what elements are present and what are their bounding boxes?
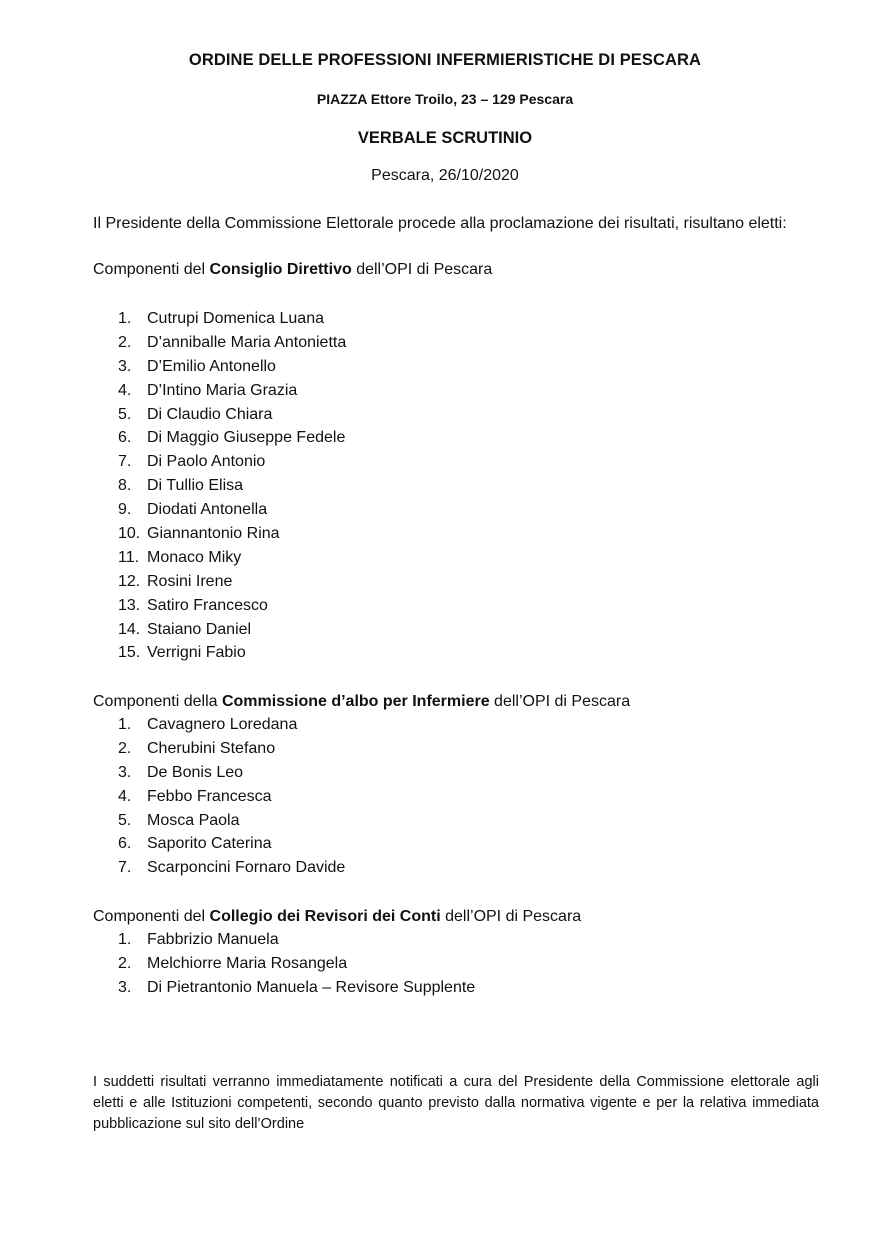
item-number: 15.: [118, 644, 141, 662]
item-number: 13.: [118, 596, 141, 614]
revisori-heading-bold: Collegio dei Revisori dei Conti: [209, 908, 441, 925]
member-name: Febbo Francesca: [147, 787, 272, 805]
member-name: Verrigni Fabio: [147, 644, 246, 662]
organization-address: PIAZZA Ettore Troilo, 23 – 129 Pescara: [316, 91, 574, 107]
item-number: 1.: [118, 716, 132, 733]
list-item: [118, 426, 346, 450]
item-number: 14.: [118, 620, 141, 638]
item-number: 2.: [118, 333, 132, 351]
member-name: Staiano Daniel: [147, 620, 252, 638]
list-item: [118, 594, 346, 618]
item-number: 8.: [118, 477, 132, 495]
item-number: 2.: [118, 739, 132, 757]
albo-heading-prefix: Componenti della: [93, 693, 222, 710]
item-number: 6.: [118, 835, 132, 853]
consiglio-heading-bold: Consiglio Direttivo: [209, 261, 352, 278]
list-item: [118, 832, 345, 856]
list-item: [118, 450, 346, 474]
member-name: Rosini Irene: [147, 572, 233, 590]
list-item: [118, 474, 346, 498]
item-number: 2.: [118, 955, 132, 972]
member-name: Monaco Miky: [147, 548, 242, 566]
revisori-heading-suffix: dell’OPI di Pescara: [440, 908, 582, 925]
list-item: [118, 928, 475, 952]
consiglio-heading-prefix: Componenti del: [93, 261, 210, 278]
item-number: 4.: [118, 787, 132, 805]
list-item: [118, 331, 346, 355]
list-item: [118, 713, 345, 737]
list-item: [118, 785, 345, 809]
member-name: Scarponcini Fornaro Davide: [147, 859, 346, 877]
item-number: 7.: [118, 859, 132, 877]
albo-heading: [93, 690, 833, 713]
list-item: [118, 952, 475, 976]
item-number: 6.: [118, 429, 132, 447]
member-name: Satiro Francesco: [147, 596, 268, 614]
member-name: Di Maggio Giuseppe Fedele: [147, 429, 346, 447]
member-name: Di Claudio Chiara: [147, 405, 273, 423]
list-item: [118, 618, 346, 642]
organization-title: ORDINE DELLE PROFESSIONI INFERMIERISTICHE DI PESCARA: [188, 51, 702, 69]
item-number: 10.: [118, 525, 141, 543]
item-number: 7.: [118, 453, 132, 471]
item-number: 3.: [118, 979, 132, 996]
item-number: 1.: [118, 310, 132, 327]
item-number: 11.: [118, 548, 140, 566]
consiglio-heading: [93, 258, 833, 281]
list-item: [118, 737, 345, 761]
member-name: Fabbrizio Manuela: [147, 931, 279, 948]
revisori-heading: [93, 905, 833, 928]
member-name: Diodati Antonella: [147, 501, 268, 519]
albo-heading-bold: Commissione d’albo per Infermiere: [221, 693, 490, 710]
member-name: Di Tullio Elisa: [147, 477, 244, 495]
list-item: [118, 498, 346, 522]
list-item: [118, 379, 346, 403]
member-name: Giannantonio Rina: [147, 525, 280, 543]
list-item: [118, 355, 346, 379]
item-number: 3.: [118, 357, 132, 375]
member-name: D’Emilio Antonello: [147, 357, 276, 375]
footer-paragraph: I suddetti risultati verranno immediatamente notificati a cura del Presidente della Commissione elettorale agli eletti e alle Istituzioni competenti, secondo quanto previsto dalla normativa vigente e per la relativa immediata pubblicazione sul sito dell’Ordine: [93, 1074, 819, 1132]
member-name: Cavagnero Loredana: [147, 716, 298, 733]
member-name: De Bonis Leo: [147, 763, 244, 781]
list-item: [118, 761, 345, 785]
albo-heading-suffix: dell’OPI di Pescara: [489, 693, 631, 710]
list-item: [118, 570, 346, 594]
member-name: Saporito Caterina: [147, 835, 272, 853]
member-name: Cherubini Stefano: [147, 739, 276, 757]
place-date: Pescara, 26/10/2020: [371, 167, 519, 184]
member-name: Di Paolo Antonio: [147, 453, 266, 471]
revisori-heading-prefix: Componenti del: [93, 908, 210, 925]
item-number: 9.: [118, 501, 132, 519]
albo-members-list: [118, 713, 345, 880]
list-item: [118, 976, 475, 1000]
item-number: 5.: [118, 811, 132, 829]
list-item: [118, 522, 346, 546]
intro-paragraph: Il Presidente della Commissione Elettorale procede alla proclamazione dei risultati, risultano eletti:: [93, 215, 787, 232]
item-number: 12.: [118, 572, 141, 590]
document-title: VERBALE SCRUTINIO: [357, 129, 533, 147]
list-item: [118, 641, 346, 665]
list-item: [118, 307, 346, 331]
member-name: D’Intino Maria Grazia: [147, 381, 298, 399]
item-number: 4.: [118, 381, 132, 399]
member-name: Cutrupi Domenica Luana: [147, 310, 324, 327]
list-item: [118, 856, 345, 880]
consiglio-heading-suffix: dell’OPI di Pescara: [351, 261, 493, 278]
list-item: [118, 403, 346, 427]
item-number: 3.: [118, 763, 132, 781]
list-item: [118, 809, 345, 833]
member-name: Mosca Paola: [147, 811, 240, 829]
member-name: D’anniballe Maria Antonietta: [147, 333, 347, 351]
member-name: Melchiorre Maria Rosangela: [147, 955, 348, 972]
revisori-members-list: [118, 928, 475, 1000]
list-item: [118, 546, 346, 570]
item-number: 5.: [118, 405, 132, 423]
consiglio-members-list: [118, 307, 346, 665]
item-number: 1.: [118, 931, 132, 948]
member-name: Di Pietrantonio Manuela – Revisore Supplente: [147, 979, 476, 996]
